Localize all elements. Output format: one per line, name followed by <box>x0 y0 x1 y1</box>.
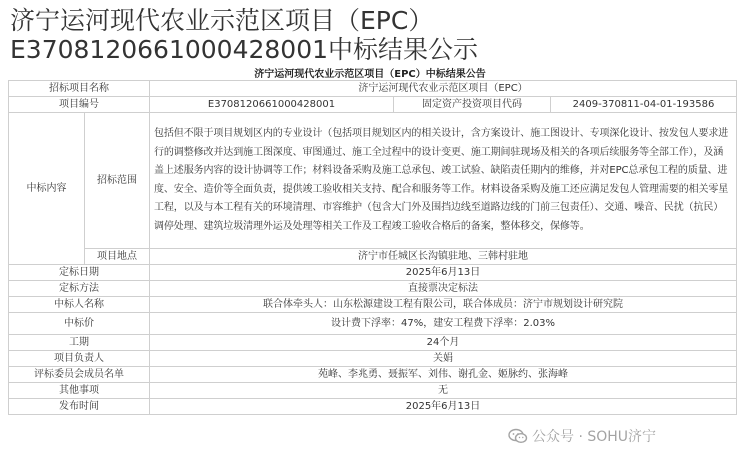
table-row <box>9 297 737 313</box>
scope-label: 招标范围 <box>85 113 150 249</box>
result-table <box>8 80 737 415</box>
table-row <box>9 249 737 265</box>
committee-value: 苑峰、李兆勇、聂振军、刘伟、谢孔金、姬脉约、张海峰 <box>150 367 737 383</box>
table-row <box>9 265 737 281</box>
price-label: 中标价 <box>9 313 150 335</box>
publish-label: 发布时间 <box>9 399 150 415</box>
table-row <box>9 97 737 113</box>
project-no-label: 项目编号 <box>9 97 150 113</box>
scope-text: 包括但不限于项目规划区内的专业设计（包括项目规划区内的相关设计，含方案设计、施工图设计、专项深化设计、按发包人要求进行的调整修改并达到施工图深度、审图通过、施工全过程中的设计变更、施工期间驻现场及相关的各项后续服务等全部工作），及涵盖上述服务内容的设计协调等工作；材料设备采购及施工总承包、竣工试验、缺陷责任期内的维修，并对EPC总承包工程的质量、进度、安全、造价等全面负责，提供竣工验收相关支持、配合和服务等工作。材料设备采购及施工还应满足发包人管理需要的相关零星工程，以及与本工程有关的环境清理、市容维护（包含大门外及围挡边线至道路边线的门前三包责任）、交通、噪音、民扰（抗民）调停处理、建筑垃圾清理外运及处理等相关工作及工程竣工验收合格后的备案，整体移交，保修等。 <box>150 113 737 249</box>
location-label: 项目地点 <box>85 249 150 265</box>
price-value: 设计费下浮率：47%，建安工程费下浮率：2.03% <box>150 313 737 335</box>
table-caption: 济宁运河现代农业示范区项目（EPC）中标结果公告 <box>254 69 486 80</box>
table-row <box>9 367 737 383</box>
wechat-icon <box>508 428 528 444</box>
publish-value: 2025年6月13日 <box>150 399 737 415</box>
other-label: 其他事项 <box>9 383 150 399</box>
table-row <box>9 383 737 399</box>
other-value: 无 <box>150 383 737 399</box>
table-row <box>9 335 737 351</box>
table-row <box>9 313 737 335</box>
winner-value: 联合体牵头人：山东松源建设工程有限公司，联合体成员：济宁市规划设计研究院 <box>150 297 737 313</box>
award-method-label: 定标方法 <box>9 281 150 297</box>
table-row <box>9 113 737 249</box>
award-method-value: 直接票决定标法 <box>150 281 737 297</box>
manager-label: 项目负责人 <box>9 351 150 367</box>
location-value: 济宁市任城区长沟镇驻地、三韩村驻地 <box>150 249 737 265</box>
duration-label: 工期 <box>9 335 150 351</box>
table-row <box>9 399 737 415</box>
award-date-label: 定标日期 <box>9 265 150 281</box>
project-name-label: 招标项目名称 <box>9 81 150 97</box>
award-date-value: 2025年6月13日 <box>150 265 737 281</box>
page-title: 济宁运河现代农业示范区项目（EPC）E3708120661000428001中标结果公示 <box>10 6 479 64</box>
winner-label: 中标人名称 <box>9 297 150 313</box>
table-row <box>9 281 737 297</box>
table-row <box>9 351 737 367</box>
bid-content-label: 中标内容 <box>9 113 85 265</box>
watermark-text: 公众号 · SOHU济宁 <box>532 429 657 445</box>
table-row <box>9 81 737 97</box>
fixed-asset-value: 2409-370811-04-01-193586 <box>551 97 737 113</box>
duration-value: 24个月 <box>150 335 737 351</box>
project-name-value: 济宁运河现代农业示范区项目（EPC） <box>150 81 737 97</box>
fixed-asset-label: 固定资产投资项目代码 <box>394 97 551 113</box>
committee-label: 评标委员会成员名单 <box>9 367 150 383</box>
watermark <box>508 426 656 446</box>
project-no-value: E3708120661000428001 <box>150 97 394 113</box>
manager-value: 关娟 <box>150 351 737 367</box>
